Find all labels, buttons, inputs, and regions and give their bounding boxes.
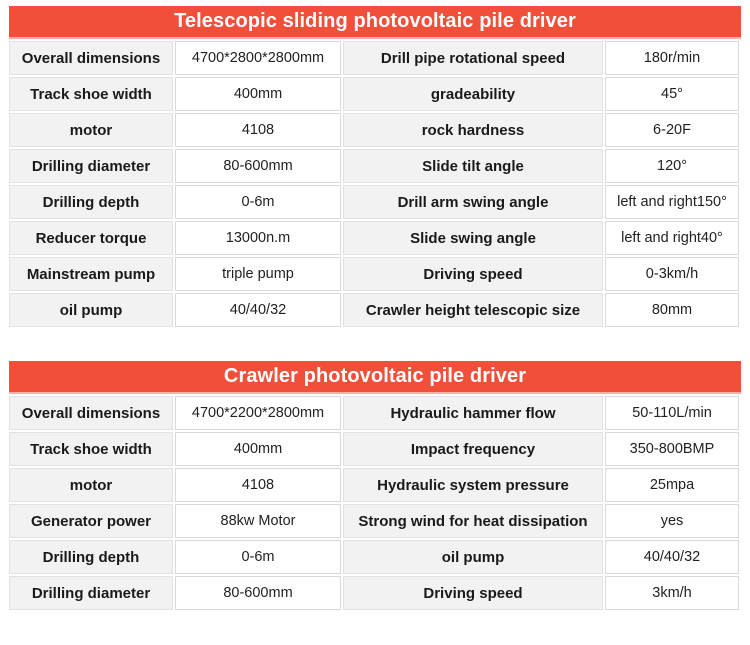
spec-label: oil pump xyxy=(9,293,173,327)
spec-value: 80-600mm xyxy=(175,149,341,183)
spec-value: 4700*2800*2800mm xyxy=(175,41,341,75)
spec-value: 3km/h xyxy=(605,576,739,610)
spec-label: Drilling diameter xyxy=(9,149,173,183)
spec-label: Drilling diameter xyxy=(9,576,173,610)
spec-label: Slide tilt angle xyxy=(343,149,603,183)
spec-label: rock hardness xyxy=(343,113,603,147)
spec-value: 40/40/32 xyxy=(605,540,739,574)
spec-grid xyxy=(7,394,741,612)
spec-grid xyxy=(7,39,741,329)
spec-label: Drilling depth xyxy=(9,185,173,219)
spec-label: Overall dimensions xyxy=(9,396,173,430)
spec-value: 50-110L/min xyxy=(605,396,739,430)
table-row xyxy=(9,257,739,291)
spec-label: Generator power xyxy=(9,504,173,538)
table-row xyxy=(9,540,739,574)
spec-value: 400mm xyxy=(175,77,341,111)
spec-value: 350-800BMP xyxy=(605,432,739,466)
table-row xyxy=(9,149,739,183)
spec-table-telescopic xyxy=(9,6,741,329)
spec-value: 13000n.m xyxy=(175,221,341,255)
spec-value: 180r/min xyxy=(605,41,739,75)
spec-label: Track shoe width xyxy=(9,432,173,466)
table-row xyxy=(9,185,739,219)
spec-value: 40/40/32 xyxy=(175,293,341,327)
spec-value: 88kw Motor xyxy=(175,504,341,538)
spec-label: Impact frequency xyxy=(343,432,603,466)
spec-value: 80mm xyxy=(605,293,739,327)
spec-value: 25mpa xyxy=(605,468,739,502)
spec-label: motor xyxy=(9,113,173,147)
table-row xyxy=(9,293,739,327)
table-row xyxy=(9,77,739,111)
spec-value: 120° xyxy=(605,149,739,183)
spec-label: Crawler height telescopic size xyxy=(343,293,603,327)
table-row xyxy=(9,221,739,255)
spec-label: Driving speed xyxy=(343,576,603,610)
spec-label: Drill pipe rotational speed xyxy=(343,41,603,75)
table-title: Crawler photovoltaic pile driver xyxy=(9,361,741,394)
spec-value: left and right150° xyxy=(605,185,739,219)
spec-table-crawler xyxy=(9,361,741,612)
table-row xyxy=(9,432,739,466)
spec-value: 6-20F xyxy=(605,113,739,147)
spec-value: 400mm xyxy=(175,432,341,466)
spec-label: Strong wind for heat dissipation xyxy=(343,504,603,538)
spec-label: Driving speed xyxy=(343,257,603,291)
table-row xyxy=(9,41,739,75)
spec-value: 0-6m xyxy=(175,185,341,219)
spec-value: 4700*2200*2800mm xyxy=(175,396,341,430)
table-row xyxy=(9,396,739,430)
spec-value: triple pump xyxy=(175,257,341,291)
spec-value: 4108 xyxy=(175,113,341,147)
spec-value: left and right40° xyxy=(605,221,739,255)
table-row xyxy=(9,113,739,147)
table-row xyxy=(9,504,739,538)
spec-value: 45° xyxy=(605,77,739,111)
spec-label: oil pump xyxy=(343,540,603,574)
spec-label: Hydraulic hammer flow xyxy=(343,396,603,430)
spec-label: Mainstream pump xyxy=(9,257,173,291)
table-row xyxy=(9,576,739,610)
spec-label: Hydraulic system pressure xyxy=(343,468,603,502)
spec-label: Drill arm swing angle xyxy=(343,185,603,219)
table-row xyxy=(9,468,739,502)
spec-value: 0-3km/h xyxy=(605,257,739,291)
spec-label: Drilling depth xyxy=(9,540,173,574)
spec-value: yes xyxy=(605,504,739,538)
spec-label: Track shoe width xyxy=(9,77,173,111)
table-title: Telescopic sliding photovoltaic pile driver xyxy=(9,6,741,39)
spec-label: gradeability xyxy=(343,77,603,111)
spec-label: Overall dimensions xyxy=(9,41,173,75)
spec-label: Reducer torque xyxy=(9,221,173,255)
spec-value: 4108 xyxy=(175,468,341,502)
spec-label: Slide swing angle xyxy=(343,221,603,255)
spec-value: 80-600mm xyxy=(175,576,341,610)
spec-label: motor xyxy=(9,468,173,502)
spec-value: 0-6m xyxy=(175,540,341,574)
